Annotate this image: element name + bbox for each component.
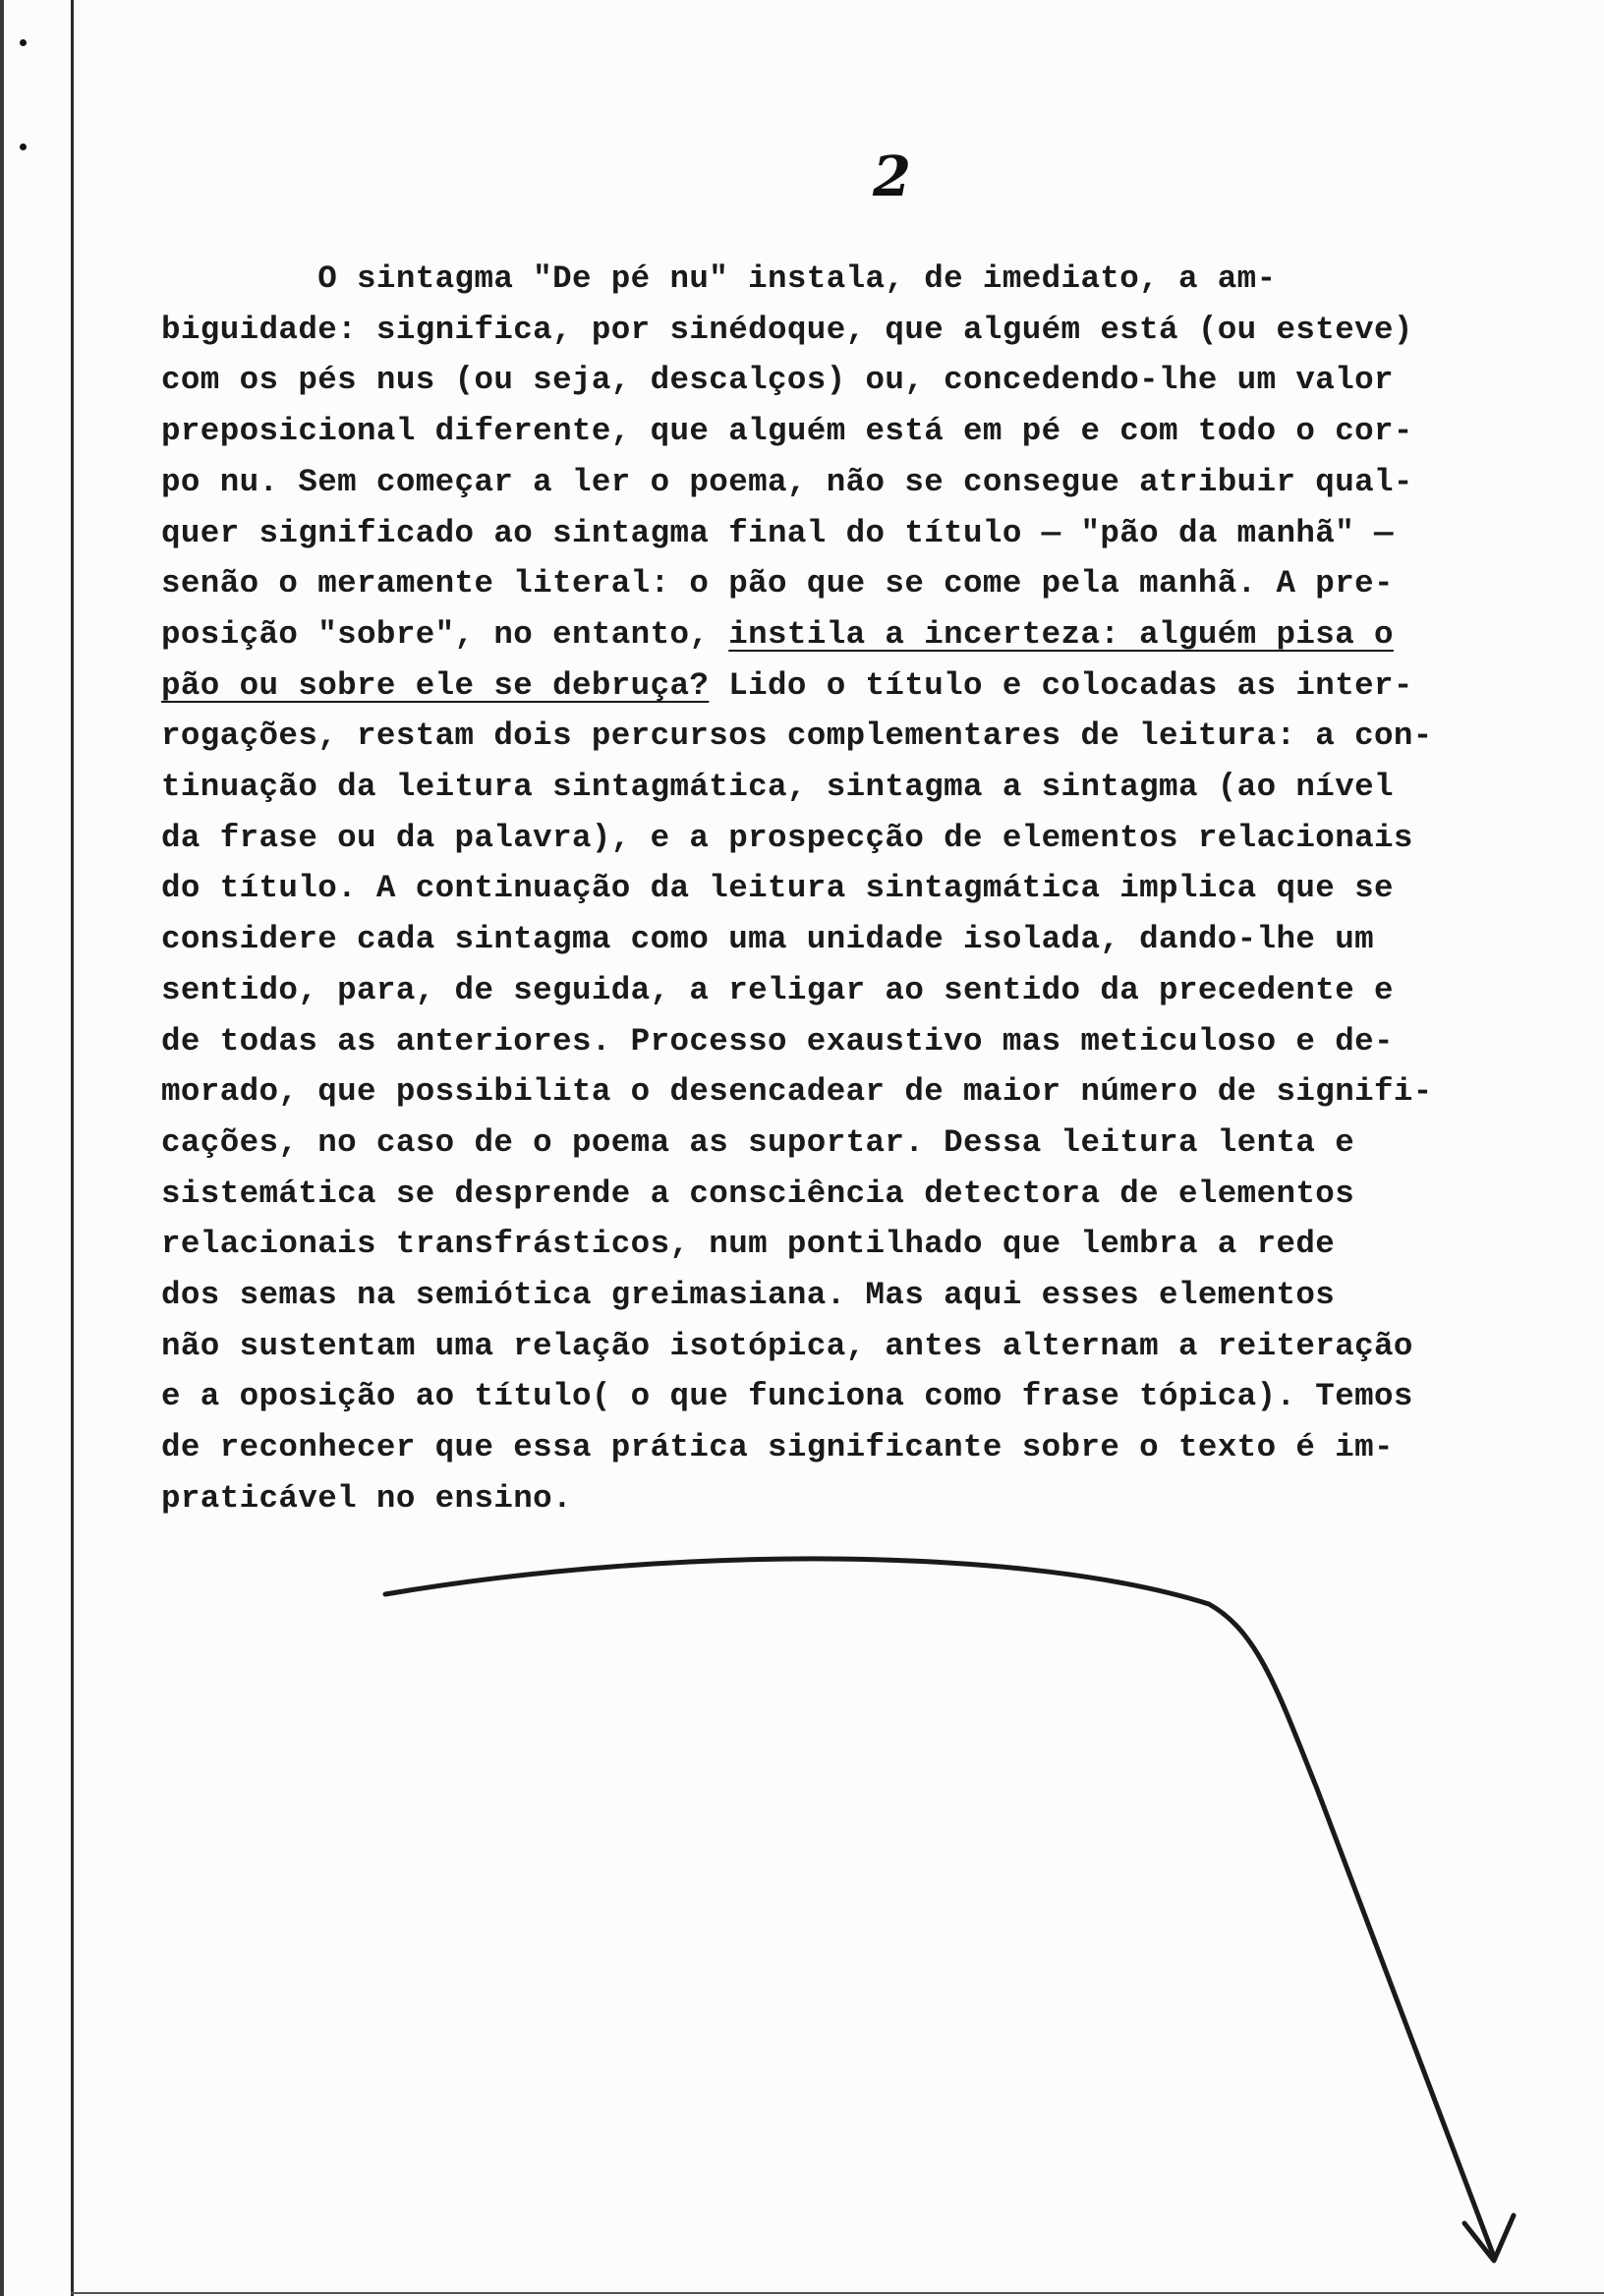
text-line: O sintagma "De pé nu" instala, de imediato, a am- [161,260,1277,297]
text-line: senão o meramente literal: o pão que se come pela manhã. A pre- [161,565,1394,603]
text-line: preposicional diferente, que alguém está em pé e com todo o cor- [161,413,1413,450]
page-number: 2 [873,144,911,209]
text-line: quer significado ao sintagma final do título — "pão da manhã" — [161,514,1394,551]
bottom-edge [71,2292,1604,2294]
text-segment: Lido o título e colocadas as inter- [709,666,1413,704]
punch-hole-mark [20,39,27,46]
text-line: rogações, restam dois percursos complementares de leitura: a con- [161,718,1433,755]
text-line: morado, que possibilita o desencadear de maior número de signifi- [161,1073,1433,1111]
text-line: biguidade: significa, por sinédoque, que alguém está (ou esteve) [161,311,1413,348]
text-line: po nu. Sem começar a ler o poema, não se consegue atribuir qual- [161,463,1413,500]
text-line: com os pés nus (ou seja, descalços) ou, concedendo-lhe um valor [161,362,1394,399]
text-line: considere cada sintagma como uma unidade isolada, dando-lhe um [161,921,1374,958]
text-line: tinuação da leitura sintagmática, sintagma a sintagma (ao nível [161,769,1394,806]
text-line: da frase ou da palavra), e a prospecção de elementos relacionais [161,819,1413,856]
text-line: praticável no ensino. [161,1479,572,1517]
underlined-text: instila a incerteza: alguém pisa o [728,615,1394,653]
text-line [161,609,1459,660]
paragraph [161,254,1459,1524]
text-line: relacionais transfrásticos, num pontilhado que lembra a rede [161,1226,1336,1263]
text-line: cações, no caso de o poema as suportar. Dessa leitura lenta e [161,1123,1355,1161]
margin-rule [71,0,74,2296]
text-line: dos semas na semiótica greimasiana. Mas aqui esses elementos [161,1277,1336,1314]
underlined-text: pão ou sobre ele se debruça? [161,666,710,704]
text-line: do título. A continuação da leitura sintagmática implica que se [161,870,1394,907]
text-line: não sustentam uma relação isotópica, antes alternam a reiteração [161,1327,1413,1364]
text-line: de reconhecer que essa prática significante sobre o texto é im- [161,1429,1394,1466]
text-line: e a oposição ao título( o que funciona como frase tópica). Temos [161,1378,1413,1415]
text-line: sentido, para, de seguida, a religar ao sentido da precedente e [161,971,1394,1008]
text-segment: posição "sobre", no entanto, [161,615,729,653]
text-line: sistemática se desprende a consciência detectora de elementos [161,1175,1355,1212]
text-line: de todas as anteriores. Processo exaustivo mas meticuloso e de- [161,1022,1394,1060]
punch-hole-mark [20,144,27,150]
scan-edge [0,0,4,2296]
text-line [161,660,1459,712]
